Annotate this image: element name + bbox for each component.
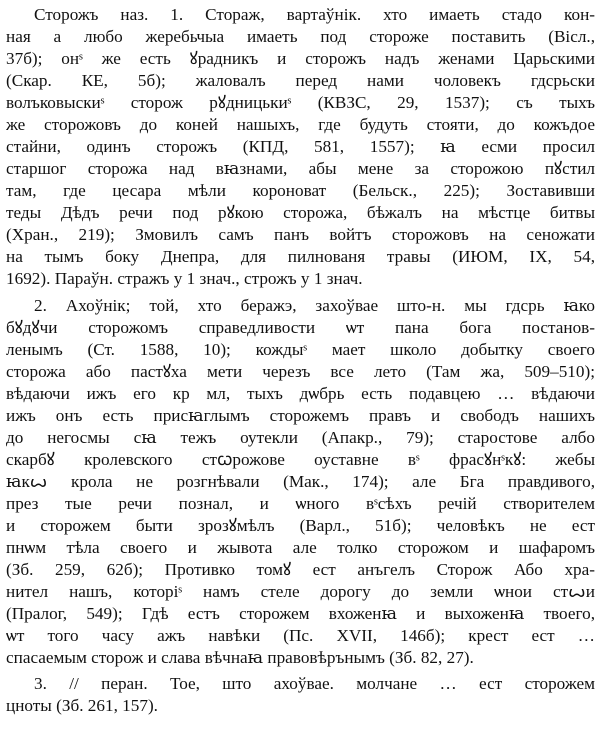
entry-line: нител нашъ, которіˢ намъ стеле дорогу до земли ѡнои стꙍи <box>6 582 595 601</box>
entry-line: бꙋдꙋчи сторожомъ справедливости ѡт пана бога постанов- <box>6 318 595 337</box>
entry-line: (Скар. КЕ, 5б); жаловалъ перед нами чоловекъ гдсрьски <box>6 71 595 90</box>
entry-line: скарбꙋ кролевского стꙍрожове оуставне вˢ фрасꙋнˢкꙋ: жебы <box>6 450 595 469</box>
entry-line: ижъ онъ есть присꙗглымъ сторожемъ правъ и свободъ нашихъ <box>6 406 595 425</box>
entry-line: 2. Ахоўнік; той, хто беражэ, захоўвае што-н. мы гдсрь ꙗко <box>34 296 595 315</box>
entry-line: и сторожем быти зрозꙋмѣлъ (Варл., 51б); человѣкъ не ест <box>6 516 595 535</box>
entry-line: сторожа або пастꙋха мети черезъ все лето (Там жа, 509–510); <box>6 362 595 381</box>
entry-line: вѣдаючи ижъ его кр мл, тыхъ дѡбрь есть подавцею … вѣдаючи <box>6 384 595 403</box>
entry-line: 37б); онˢ же есть ꙋрадникъ и сторожъ надъ женами Царьскими <box>6 49 595 68</box>
entry-line: пнѡм тѣла своего и жывота але толко сторожом и шафаромъ <box>6 538 595 557</box>
entry-line: волъковыскиˢ сторож рꙋдницькиˢ (КВЗС, 29, 1537); съ тыхъ <box>6 93 595 112</box>
entry-line: цноты (Зб. 261, 157). <box>6 696 158 715</box>
entry-line: ꙗкꙍ крола не розгнѣвали (Мак., 174); але Бга правдивого, <box>6 472 595 491</box>
entry-line: спасаемым сторож и слава вѣчнаꙗ правовѣрънымъ (Зб. 82, 27). <box>6 648 474 667</box>
entry-line: ленымъ (Ст. 1588, 10); кождыˢ мает школо добытку своего <box>6 340 595 359</box>
entry-line: ная а любо жеребьчыа имаеть под стороже поставить (Віcл., <box>6 27 595 46</box>
entry-line: теды Дѣдъ речи под рꙋкою сторожа, бѣжалъ на мѣстце битвы <box>6 203 595 222</box>
entry-line: Сторожъ наз. 1. Стораж, вартаўнік. хто имаеть стадо кон- <box>34 5 595 24</box>
entry-line: старшог сторожа над вꙗзнами, абы мене за сторожою пꙋстил <box>6 159 595 178</box>
entry-line: там, где цесара мѣли короноват (Бельск., 225); Зоставивши <box>6 181 595 200</box>
entry-line: на тымъ боку Днепра, для пилнованя травы (ИЮМ, IX, 54, <box>6 247 595 266</box>
entry-line: до негосмы сꙗ тежъ оутекли (Апакр., 79); старостове албо <box>6 428 595 447</box>
entry-line: (Зб. 259, 62б); Противко томꙋ ест анъгелъ Сторож Або хра- <box>6 560 595 579</box>
entry-line: стайни, одинъ сторожъ (КПД, 581, 1557); ꙗ есми просил <box>6 137 595 156</box>
entry-line: же сторожовъ до коней нашыхъ, где будуть стояти, до кожъдое <box>6 115 595 134</box>
entry-line: 1692). Параўн. стражъ у 1 знач., строжъ у 1 знач. <box>6 269 363 288</box>
entry-line: ѡт того часу ажъ навѣки (Пс. XVII, 146б); крест ест … <box>6 626 595 645</box>
entry-line: (Пралог, 549); Гдѣ естъ сторожем вхоженꙗ и выхоженꙗ твоего, <box>6 604 595 623</box>
entry-line: (Хран., 219); Змовилъ самъ панъ войтъ сторожовъ на сеножати <box>6 225 595 244</box>
entry-line: през тые речи познал, и ѡного вˢсѣхъ речій створителем <box>6 494 595 513</box>
entry-line: 3. // перан. Тое, што ахоўвае. молчане … ест сторожем <box>34 674 595 693</box>
